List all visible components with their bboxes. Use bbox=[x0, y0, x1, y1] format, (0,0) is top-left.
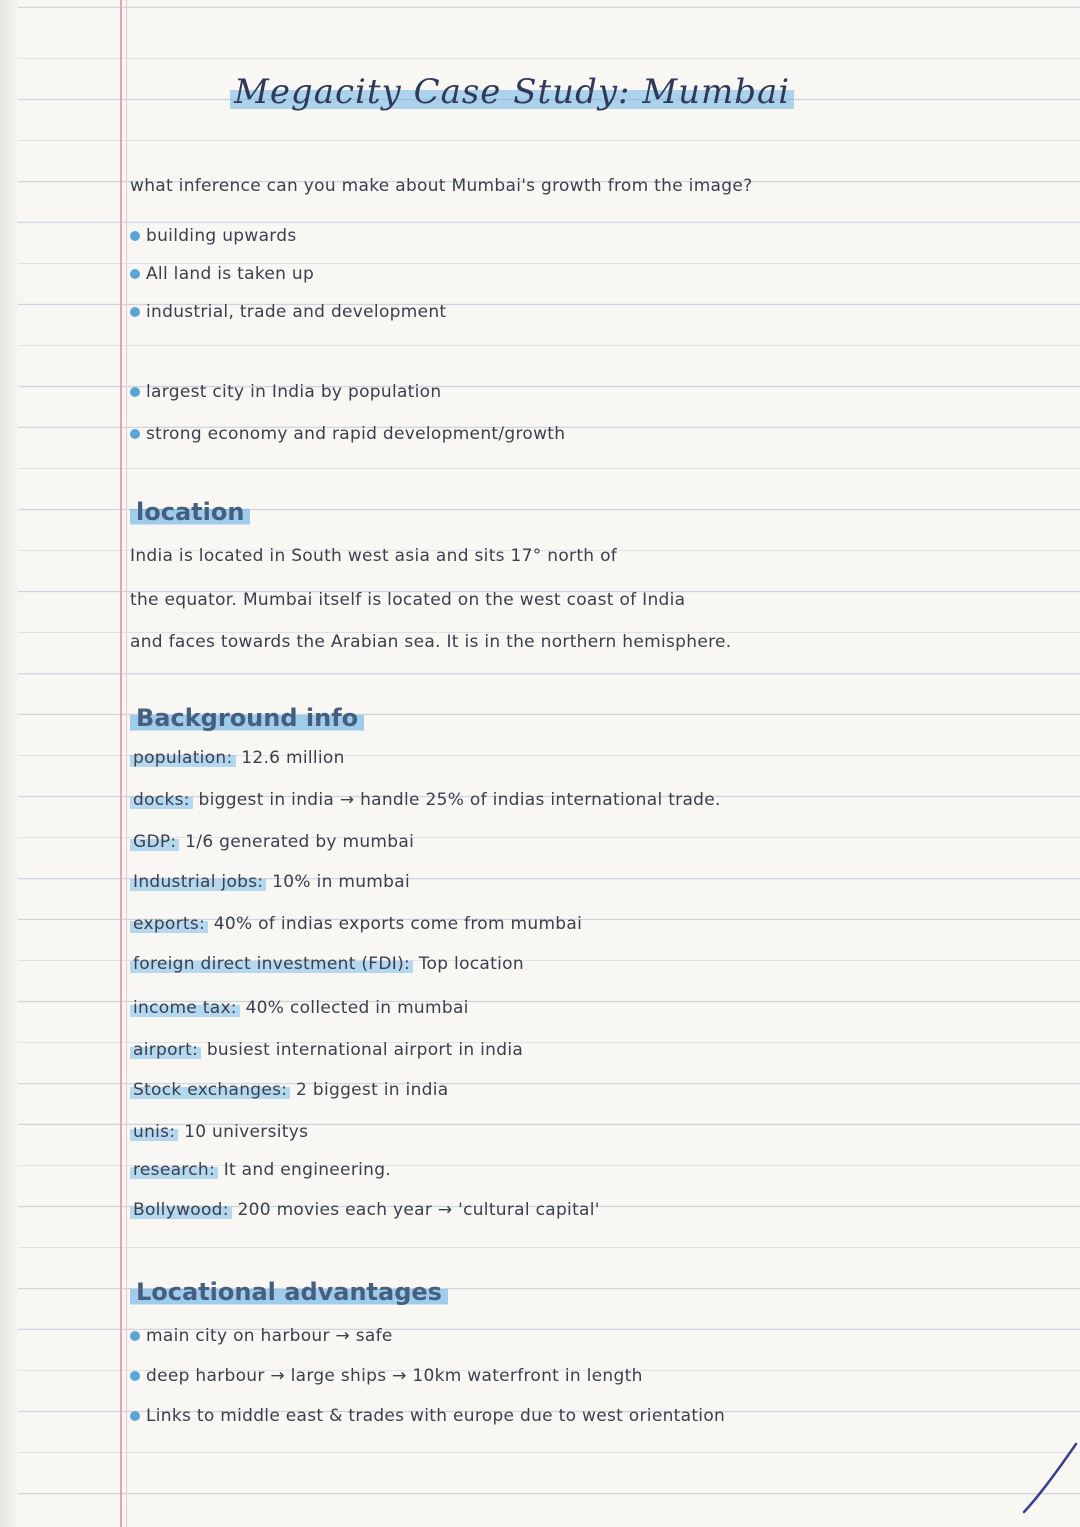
check-mark-icon bbox=[1020, 1440, 1080, 1520]
advantages-heading: Locational advantages bbox=[130, 1278, 448, 1306]
background-heading: Background info bbox=[130, 704, 364, 732]
background-item: exports: 40% of indias exports come from mumbai bbox=[130, 914, 582, 934]
advantage-item: deep harbour → large ships → 10km waterfront in length bbox=[130, 1366, 643, 1386]
intro-item: largest city in India by population bbox=[130, 382, 441, 402]
location-heading: location bbox=[130, 498, 250, 526]
bullet-icon bbox=[130, 387, 140, 397]
background-item: GDP: 1/6 generated by mumbai bbox=[130, 832, 414, 852]
background-item: airport: busiest international airport in india bbox=[130, 1040, 523, 1060]
background-item: Industrial jobs: 10% in mumbai bbox=[130, 872, 410, 892]
inference-item: All land is taken up bbox=[130, 264, 314, 284]
location-line: and faces towards the Arabian sea. It is in the northern hemisphere. bbox=[130, 632, 732, 652]
bullet-icon bbox=[130, 1371, 140, 1381]
notes-content bbox=[130, 0, 1050, 1527]
margin-line bbox=[120, 0, 122, 1527]
background-item: population: 12.6 million bbox=[130, 748, 345, 768]
inference-item: industrial, trade and development bbox=[130, 302, 446, 322]
background-item: research: It and engineering. bbox=[130, 1160, 391, 1180]
background-item: foreign direct investment (FDI): Top location bbox=[130, 954, 524, 974]
bullet-icon bbox=[130, 429, 140, 439]
page-edge bbox=[0, 0, 18, 1527]
margin-line-secondary bbox=[126, 0, 127, 1527]
background-item: Stock exchanges: 2 biggest in india bbox=[130, 1080, 448, 1100]
background-item: Bollywood: 200 movies each year → 'cultural capital' bbox=[130, 1200, 600, 1220]
advantage-item: main city on harbour → safe bbox=[130, 1326, 393, 1346]
bullet-icon bbox=[130, 231, 140, 241]
bullet-icon bbox=[130, 307, 140, 317]
question-line: what inference can you make about Mumbai's growth from the image? bbox=[130, 176, 753, 196]
background-item: unis: 10 universitys bbox=[130, 1122, 308, 1142]
inference-item: building upwards bbox=[130, 226, 297, 246]
page-title: Megacity Case Study: Mumbai bbox=[230, 72, 794, 112]
location-line: India is located in South west asia and sits 17° north of bbox=[130, 546, 618, 566]
bullet-icon bbox=[130, 1331, 140, 1341]
intro-item: strong economy and rapid development/growth bbox=[130, 424, 565, 444]
background-item: income tax: 40% collected in mumbai bbox=[130, 998, 469, 1018]
bullet-icon bbox=[130, 1411, 140, 1421]
location-line: the equator. Mumbai itself is located on the west coast of India bbox=[130, 590, 686, 610]
background-item: docks: biggest in india → handle 25% of indias international trade. bbox=[130, 790, 721, 810]
advantage-item: Links to middle east & trades with europe due to west orientation bbox=[130, 1406, 725, 1426]
bullet-icon bbox=[130, 269, 140, 279]
